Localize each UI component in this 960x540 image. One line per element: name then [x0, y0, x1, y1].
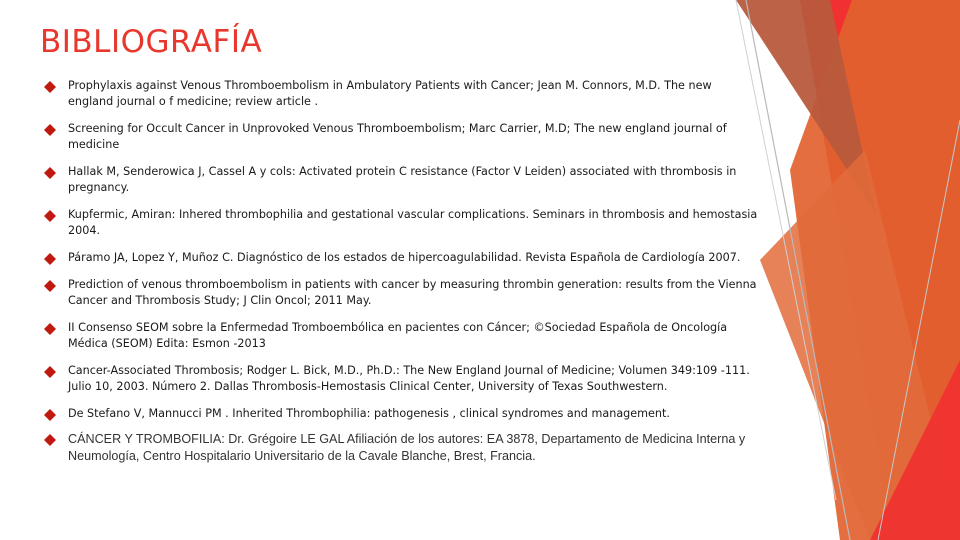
- list-item: [44, 431, 758, 465]
- reference-text: Páramo JA, Lopez Y, Muñoz C. Diagnóstico de los estados de hipercoagulabilidad. Revista Española de Cardiología 2007.: [68, 251, 741, 264]
- list-item: [44, 164, 758, 196]
- list-item: [44, 78, 758, 110]
- reference-list: [44, 78, 758, 465]
- diamond-bullet-icon: [44, 434, 56, 446]
- page-title: BIBLIOGRAFÍA: [40, 24, 263, 60]
- reference-text: Screening for Occult Cancer in Unprovoked Venous Thromboembolism; Marc Carrier, M.D; The new england journal of medicine: [68, 122, 727, 151]
- list-item: [44, 406, 758, 422]
- diamond-bullet-icon: [44, 124, 56, 136]
- reference-text: CÁNCER Y TROMBOFILIA: Dr. Grégoire LE GAL Afiliación de los autores: EA 3878, Departamento de Medicina Interna y Neumología, Centro Hospitalario Universitario de la Cavale Blanche, Brest, Francia.: [68, 432, 746, 463]
- list-item: [44, 277, 758, 309]
- reference-text: Prediction of venous thromboembolism in patients with cancer by measuring thrombin generation: results from the Vienna Cancer and Thrombosis Study; J Clin Oncol; 2011 May.: [68, 278, 757, 307]
- reference-text: Cancer-Associated Thrombosis; Rodger L. Bick, M.D., Ph.D.: The New England Journal of Medicine; Volumen 349:109 -111. Julio 10, 2003. Número 2. Dallas Thrombosis-Hemostasis Clinical Center, University of Texas Southwestern.: [68, 364, 750, 393]
- diamond-bullet-icon: [44, 323, 56, 335]
- diamond-bullet-icon: [44, 81, 56, 93]
- list-item: [44, 363, 758, 395]
- list-item: [44, 320, 758, 352]
- reference-text: De Stefano V, Mannucci PM . Inherited Thrombophilia: pathogenesis , clinical syndromes and management.: [68, 407, 670, 420]
- diamond-bullet-icon: [44, 167, 56, 179]
- list-item: [44, 207, 758, 239]
- diamond-bullet-icon: [44, 366, 56, 378]
- list-item: [44, 250, 758, 266]
- reference-text: Kupfermic, Amiran: Inhered thrombophilia and gestational vascular complications. Seminars in thrombosis and hemostasia 2004.: [68, 208, 758, 237]
- reference-text: II Consenso SEOM sobre la Enfermedad Tromboembólica en pacientes con Cáncer; ©Sociedad Española de Oncología Médica (SEOM) Edita: Esmon -2013: [68, 321, 728, 350]
- diamond-bullet-icon: [44, 409, 56, 421]
- list-item: [44, 121, 758, 153]
- diamond-bullet-icon: [44, 253, 56, 265]
- diamond-bullet-icon: [44, 280, 56, 292]
- reference-text: Hallak M, Senderowica J, Cassel A y cols: Activated protein C resistance (Factor V Leiden) associated with thrombosis in pregnancy.: [68, 165, 737, 194]
- reference-text: Prophylaxis against Venous Thromboembolism in Ambulatory Patients with Cancer; Jean M. Connors, M.D. The new england journal o f medicine; review article .: [68, 79, 712, 108]
- diamond-bullet-icon: [44, 210, 56, 222]
